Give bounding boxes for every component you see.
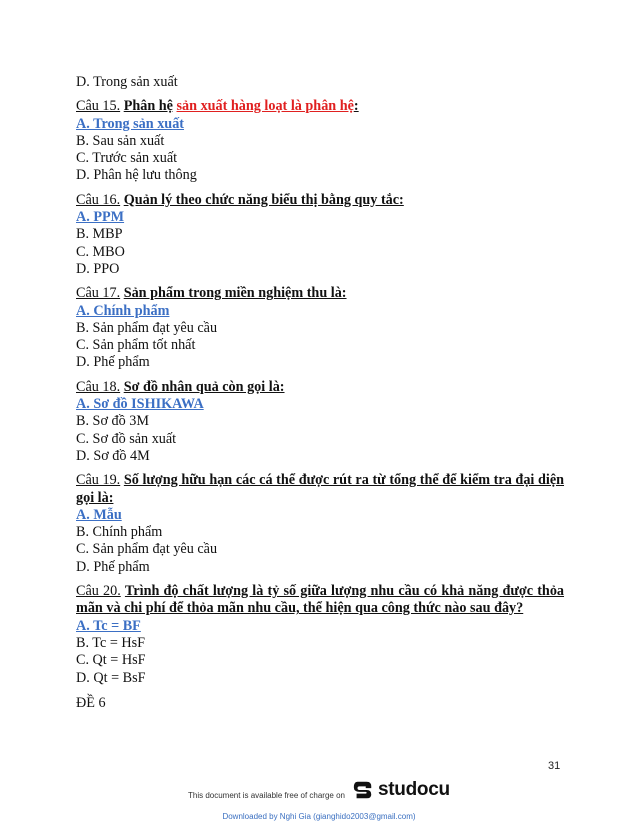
- option-b: B. Tc = HsF: [76, 634, 146, 651]
- previous-option-line: D. Trong sản xuất: [76, 74, 178, 90]
- option-c: C. Sản phẩm đạt yêu cầu: [76, 541, 218, 558]
- question-text: Số lượng hữu hạn các cá thể được rút ra từ tổng thể để kiểm tra đại diện gọi là:: [76, 472, 565, 506]
- question-text: Trình độ chất lượng là tỷ số giữa lượng nhu cầu có khả năng được thỏa mãn và chi phí để thỏa mãn nhu cầu, thể hiện qua công thức nào sau đây?: [76, 583, 565, 617]
- downloaded-by-note: Downloaded by Nghi Gia (gianghido2003@gmail.com): [222, 812, 416, 821]
- question-18-text: [76, 379, 564, 396]
- question-15: [76, 98, 564, 184]
- correct-answer: A. Trong sản xuất: [76, 115, 185, 132]
- option-b: B. Sản phẩm đạt yêu cầu: [76, 319, 218, 336]
- question-text: Quản lý theo chức năng biểu thị bằng quy tắc:: [123, 191, 404, 208]
- option-d: D. Phân hệ lưu thông: [76, 167, 197, 184]
- option-b: B. MBP: [76, 226, 123, 243]
- option-d: D. PPO: [76, 260, 120, 277]
- question-20: [76, 583, 564, 687]
- correct-answer: A. PPM: [76, 209, 125, 226]
- option-b: B. Sơ đồ 3M: [76, 413, 149, 430]
- question-number: Câu 19.: [76, 472, 121, 489]
- availability-note: This document is available free of charge on: [188, 791, 345, 800]
- question-text: Phân hệ: [123, 98, 173, 115]
- question-17-text: [76, 285, 564, 302]
- section-heading: ĐỀ 6: [76, 694, 106, 711]
- question-19: [76, 472, 564, 576]
- correct-answer: A. Sơ đồ ISHIKAWA: [76, 396, 204, 413]
- question-17: [76, 285, 564, 371]
- question-text: Sơ đồ nhân quả còn gọi là:: [123, 378, 285, 395]
- correct-answer: A. Chính phẩm: [76, 302, 170, 319]
- option-c: C. Trước sản xuất: [76, 150, 178, 167]
- question-text-end: :: [353, 98, 359, 115]
- option-b: B. Sau sản xuất: [76, 132, 165, 149]
- question-16-text: [76, 192, 564, 209]
- question-number: Câu 17.: [76, 285, 121, 302]
- question-15-text: [76, 98, 564, 115]
- page-number: 31: [548, 760, 561, 772]
- option-d: D. Qt = BsF: [76, 669, 146, 686]
- question-number: Câu 20.: [76, 583, 121, 600]
- option-c: C. Sơ đồ sản xuất: [76, 430, 177, 447]
- option-b: B. Chính phẩm: [76, 524, 163, 541]
- option-c: C. Sản phẩm tốt nhất: [76, 337, 196, 354]
- studocu-logo[interactable]: [352, 779, 450, 801]
- question-number: Câu 16.: [76, 191, 121, 208]
- option-c: C. Qt = HsF: [76, 652, 146, 669]
- studocu-brand: studocu: [378, 779, 450, 800]
- option-c: C. MBO: [76, 243, 125, 260]
- correct-answer: A. Tc = BF: [76, 617, 141, 634]
- document-page: [76, 74, 564, 712]
- option-d: D. Phế phẩm: [76, 354, 150, 371]
- question-20-text: [76, 583, 564, 618]
- question-text: Sản phẩm trong miền nghiệm thu là:: [123, 285, 347, 302]
- question-16: [76, 192, 564, 278]
- question-19-text: [76, 472, 564, 507]
- question-number: Câu 18.: [76, 378, 121, 395]
- correct-answer: A. Mẫu: [76, 506, 122, 523]
- question-18: [76, 379, 564, 465]
- question-number: Câu 15.: [76, 98, 121, 115]
- studocu-logo-icon: [352, 779, 374, 801]
- question-highlight: sản xuất hàng loạt là phân hệ: [176, 98, 354, 115]
- option-d: D. Sơ đồ 4M: [76, 447, 150, 464]
- option-d: D. Phế phẩm: [76, 558, 150, 575]
